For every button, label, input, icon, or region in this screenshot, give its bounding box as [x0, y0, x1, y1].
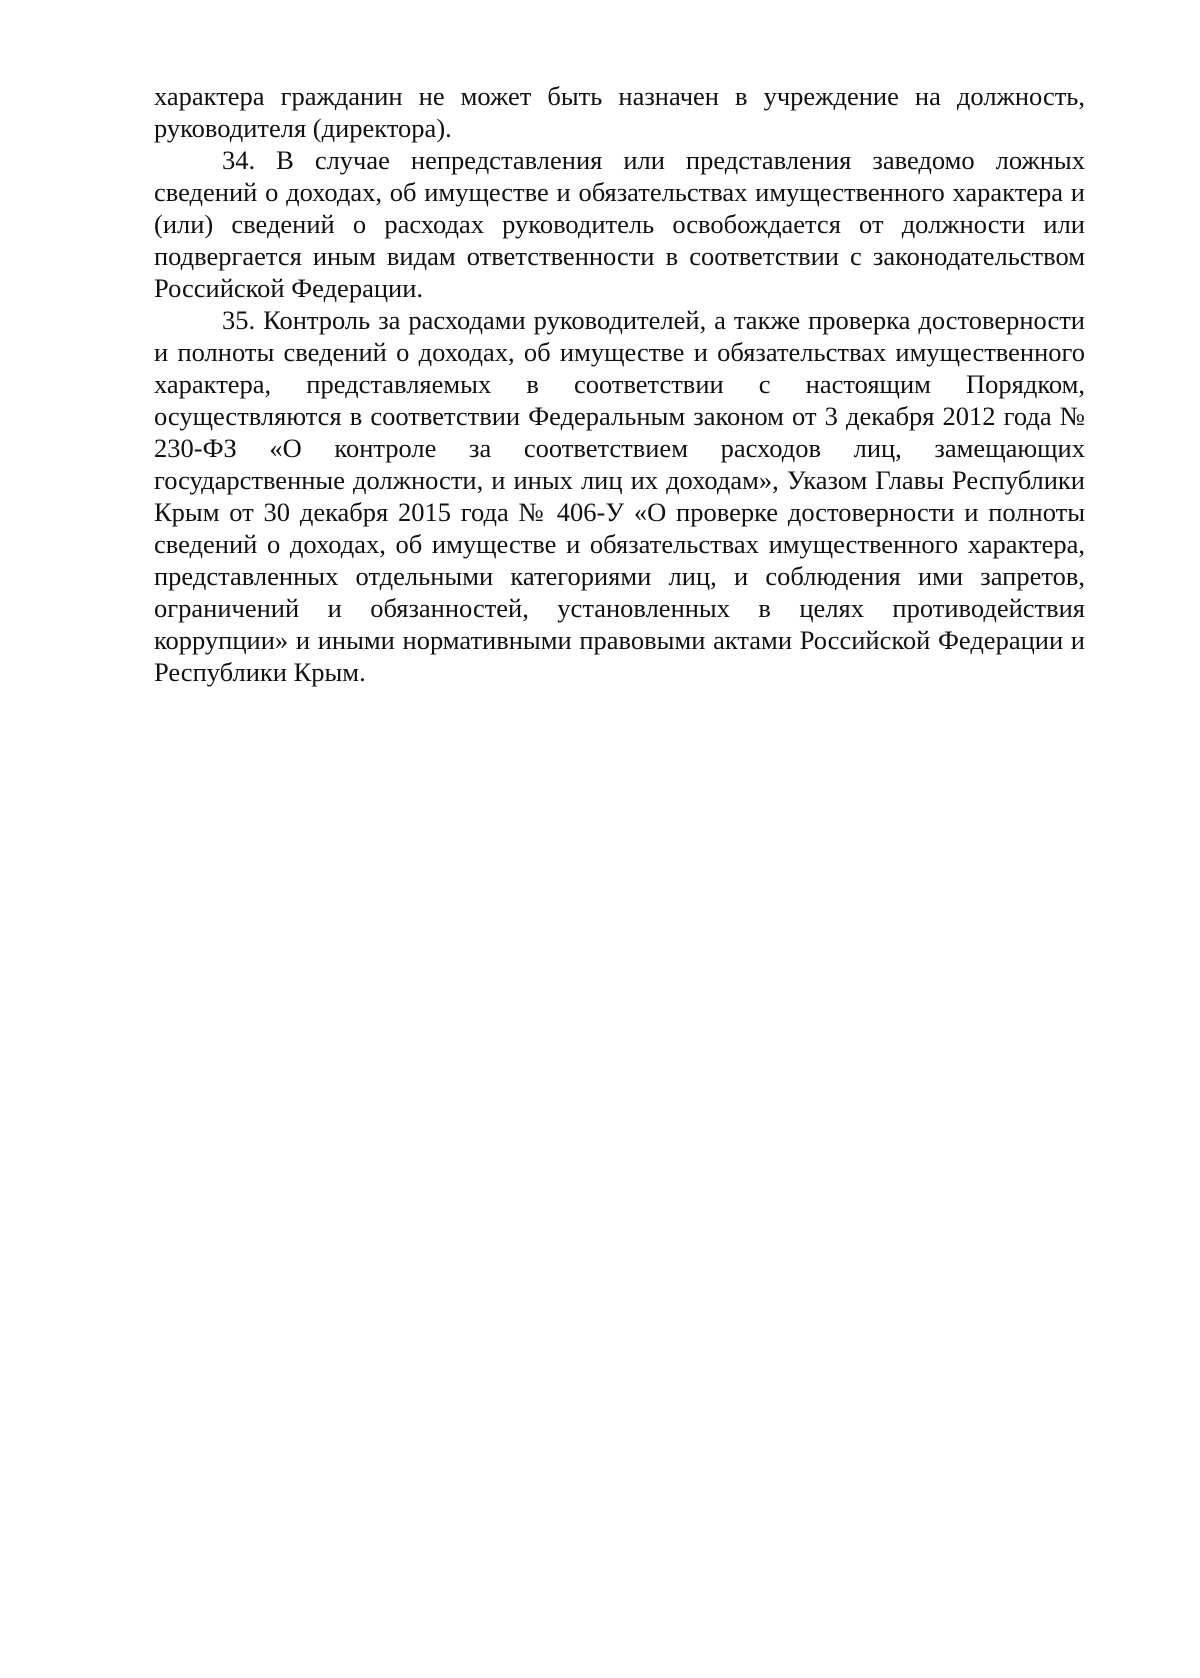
- document-body: [154, 80, 1085, 688]
- paragraph-continuation: характера гражданин не может быть назначен в учреждение на должность, руководителя (директора).: [154, 81, 1085, 143]
- paragraph-item-35: 35. Контроль за расходами руководителей, а также проверка достоверности и полноты сведений о доходах, об имуществе и обязательствах имущественного характера, представляемых в соответствии с настоящим Порядком, осуществляются в соответствии Федеральным законом от 3 декабря 2012 года № 230-ФЗ «О контроле за соответствием расходов лиц, замещающих государственные должности, и иных лиц их доходам», Указом Главы Республики Крым от 30 декабря 2015 года № 406-У «О проверке достоверности и полноты сведений о доходах, об имуществе и обязательствах имущественного характера, представленных отдельными категориями лиц, и соблюдения ими запретов, ограничений и обязанностей, установленных в целях противодействия коррупции» и иными нормативными правовыми актами Российской Федерации и Республики Крым.: [154, 305, 1085, 687]
- paragraph-item-34: 34. В случае непредставления или представления заведомо ложных сведений о доходах, об имуществе и обязательствах имущественного характера и (или) сведений о расходах руководитель освобождается от должности или подвергается иным видам ответственности в соответствии с законодательством Российской Федерации.: [154, 145, 1085, 303]
